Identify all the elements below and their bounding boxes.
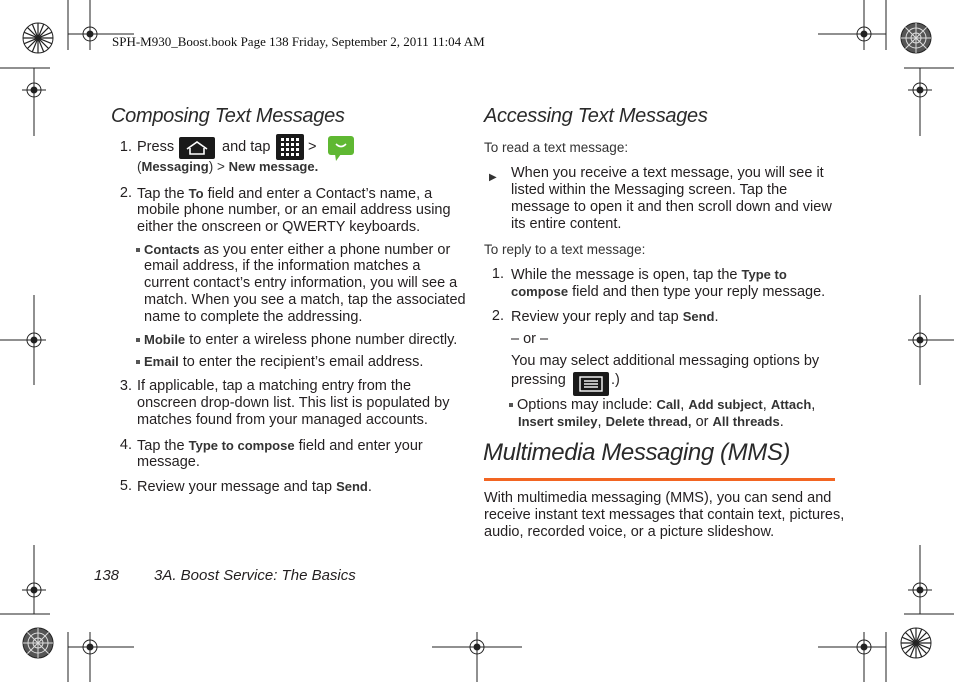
bullet-contacts-line: match. When you see a match, tap the associated <box>144 292 466 308</box>
arrow-bullet-icon: ▶ <box>489 172 497 183</box>
reply-intro: To reply to a text message: <box>484 242 646 257</box>
step-5-line: Review your message and tap Send. <box>137 479 372 495</box>
arrow-item-line: listed within the Messaging screen. Tap the <box>511 182 788 198</box>
step-2-line-3: either the onscreen or QWERTY keyboards. <box>137 219 421 235</box>
read-intro: To read a text message: <box>484 140 629 155</box>
reply-step-1-line-1: While the message is open, tap the Type to <box>511 267 787 283</box>
step-3-line: If applicable, tap a matching entry from the <box>137 378 412 394</box>
color-wheel-icon <box>23 628 53 658</box>
color-wheel-icon <box>23 23 53 53</box>
may-select-line: You may select additional messaging options by <box>511 353 820 369</box>
step-2-line-1: Tap the To field and enter a Contact’s name, a <box>137 186 433 202</box>
registration-mark-icon <box>22 328 46 352</box>
registration-mark-icon <box>22 578 46 602</box>
registration-mark-icon <box>852 635 876 659</box>
step-3-line: onscreen drop-down list. This list is populated by <box>137 395 450 411</box>
registration-mark-icon <box>908 578 932 602</box>
arrow-item-line: message to open it and then scroll down and view <box>511 199 832 215</box>
reply-step-1-line-2: compose field and then type your reply message. <box>511 284 826 300</box>
page-number: 138 <box>94 567 120 584</box>
registration-mark-icon <box>78 635 102 659</box>
mms-paragraph-line: receive instant text messages that contain text, pictures, <box>484 507 845 523</box>
bullet-contacts-line: email address, if the information matches a <box>144 258 421 274</box>
messaging-path: (Messaging) > New message. <box>137 159 319 174</box>
or-separator: – or – <box>511 331 549 347</box>
step-3-line: matches found from your managed accounts. <box>137 412 428 428</box>
press-text: Press <box>137 139 175 155</box>
registration-mark-icon <box>78 22 102 46</box>
color-wheel-icon <box>901 628 931 658</box>
print-header: SPH-M930_Boost.book Page 138 Friday, September 2, 2011 11:04 AM <box>112 34 485 49</box>
step-2-line-2: mobile phone number, or an email address using <box>137 202 451 218</box>
step-4-line-2: message. <box>137 454 200 470</box>
bullet-contacts-line: name to complete the addressing. <box>144 309 363 325</box>
paren-close: .) <box>611 372 620 388</box>
mms-paragraph-line: With multimedia messaging (MMS), you can send and <box>484 490 832 506</box>
pressing-text: pressing <box>511 372 566 388</box>
step-4-line-1: Tap the Type to compose field and enter your <box>137 438 423 454</box>
greater-than: > <box>308 139 317 155</box>
options-line-2: Insert smiley, Delete thread, or All threads. <box>518 414 784 430</box>
mms-paragraph-line: audio, recorded voice, or a picture slideshow. <box>484 524 775 540</box>
arrow-item-line: When you receive a text message, you will see it <box>511 165 824 181</box>
section-title-composing: Composing Text Messages <box>111 105 345 127</box>
section-title-mms: Multimedia Messaging (MMS) <box>483 439 791 466</box>
step-number: 2. <box>119 185 132 201</box>
registration-mark-icon <box>465 635 489 659</box>
bullet-mobile: Mobile to enter a wireless phone number directly. <box>136 331 457 349</box>
step-number: 1. <box>119 139 132 155</box>
bullet-contacts: Contacts as you enter either a phone number or <box>136 241 450 259</box>
step-number: 4. <box>119 437 132 453</box>
bullet-contacts-line: current contact’s entry information, you will see a <box>144 275 458 291</box>
step-number: 2. <box>491 308 504 324</box>
step-number: 5. <box>119 478 132 494</box>
bullet-email: Email to enter the recipient’s email address. <box>136 353 423 371</box>
footer-section: 3A. Boost Service: The Basics <box>154 567 356 584</box>
registration-mark-icon <box>908 328 932 352</box>
color-wheel-icon <box>901 23 931 53</box>
reply-step-2-line: Review your reply and tap Send. <box>511 309 719 325</box>
options-line-1: Options may include: Call, Add subject, Attach, <box>509 396 815 414</box>
arrow-item-line: its entire content. <box>511 216 622 232</box>
section-title-accessing: Accessing Text Messages <box>484 105 708 127</box>
step-number: 3. <box>119 378 132 394</box>
registration-mark-icon <box>908 78 932 102</box>
registration-mark-icon <box>852 22 876 46</box>
registration-mark-icon <box>22 78 46 102</box>
step-number: 1. <box>491 266 504 282</box>
and-tap-text: and tap <box>222 139 271 155</box>
